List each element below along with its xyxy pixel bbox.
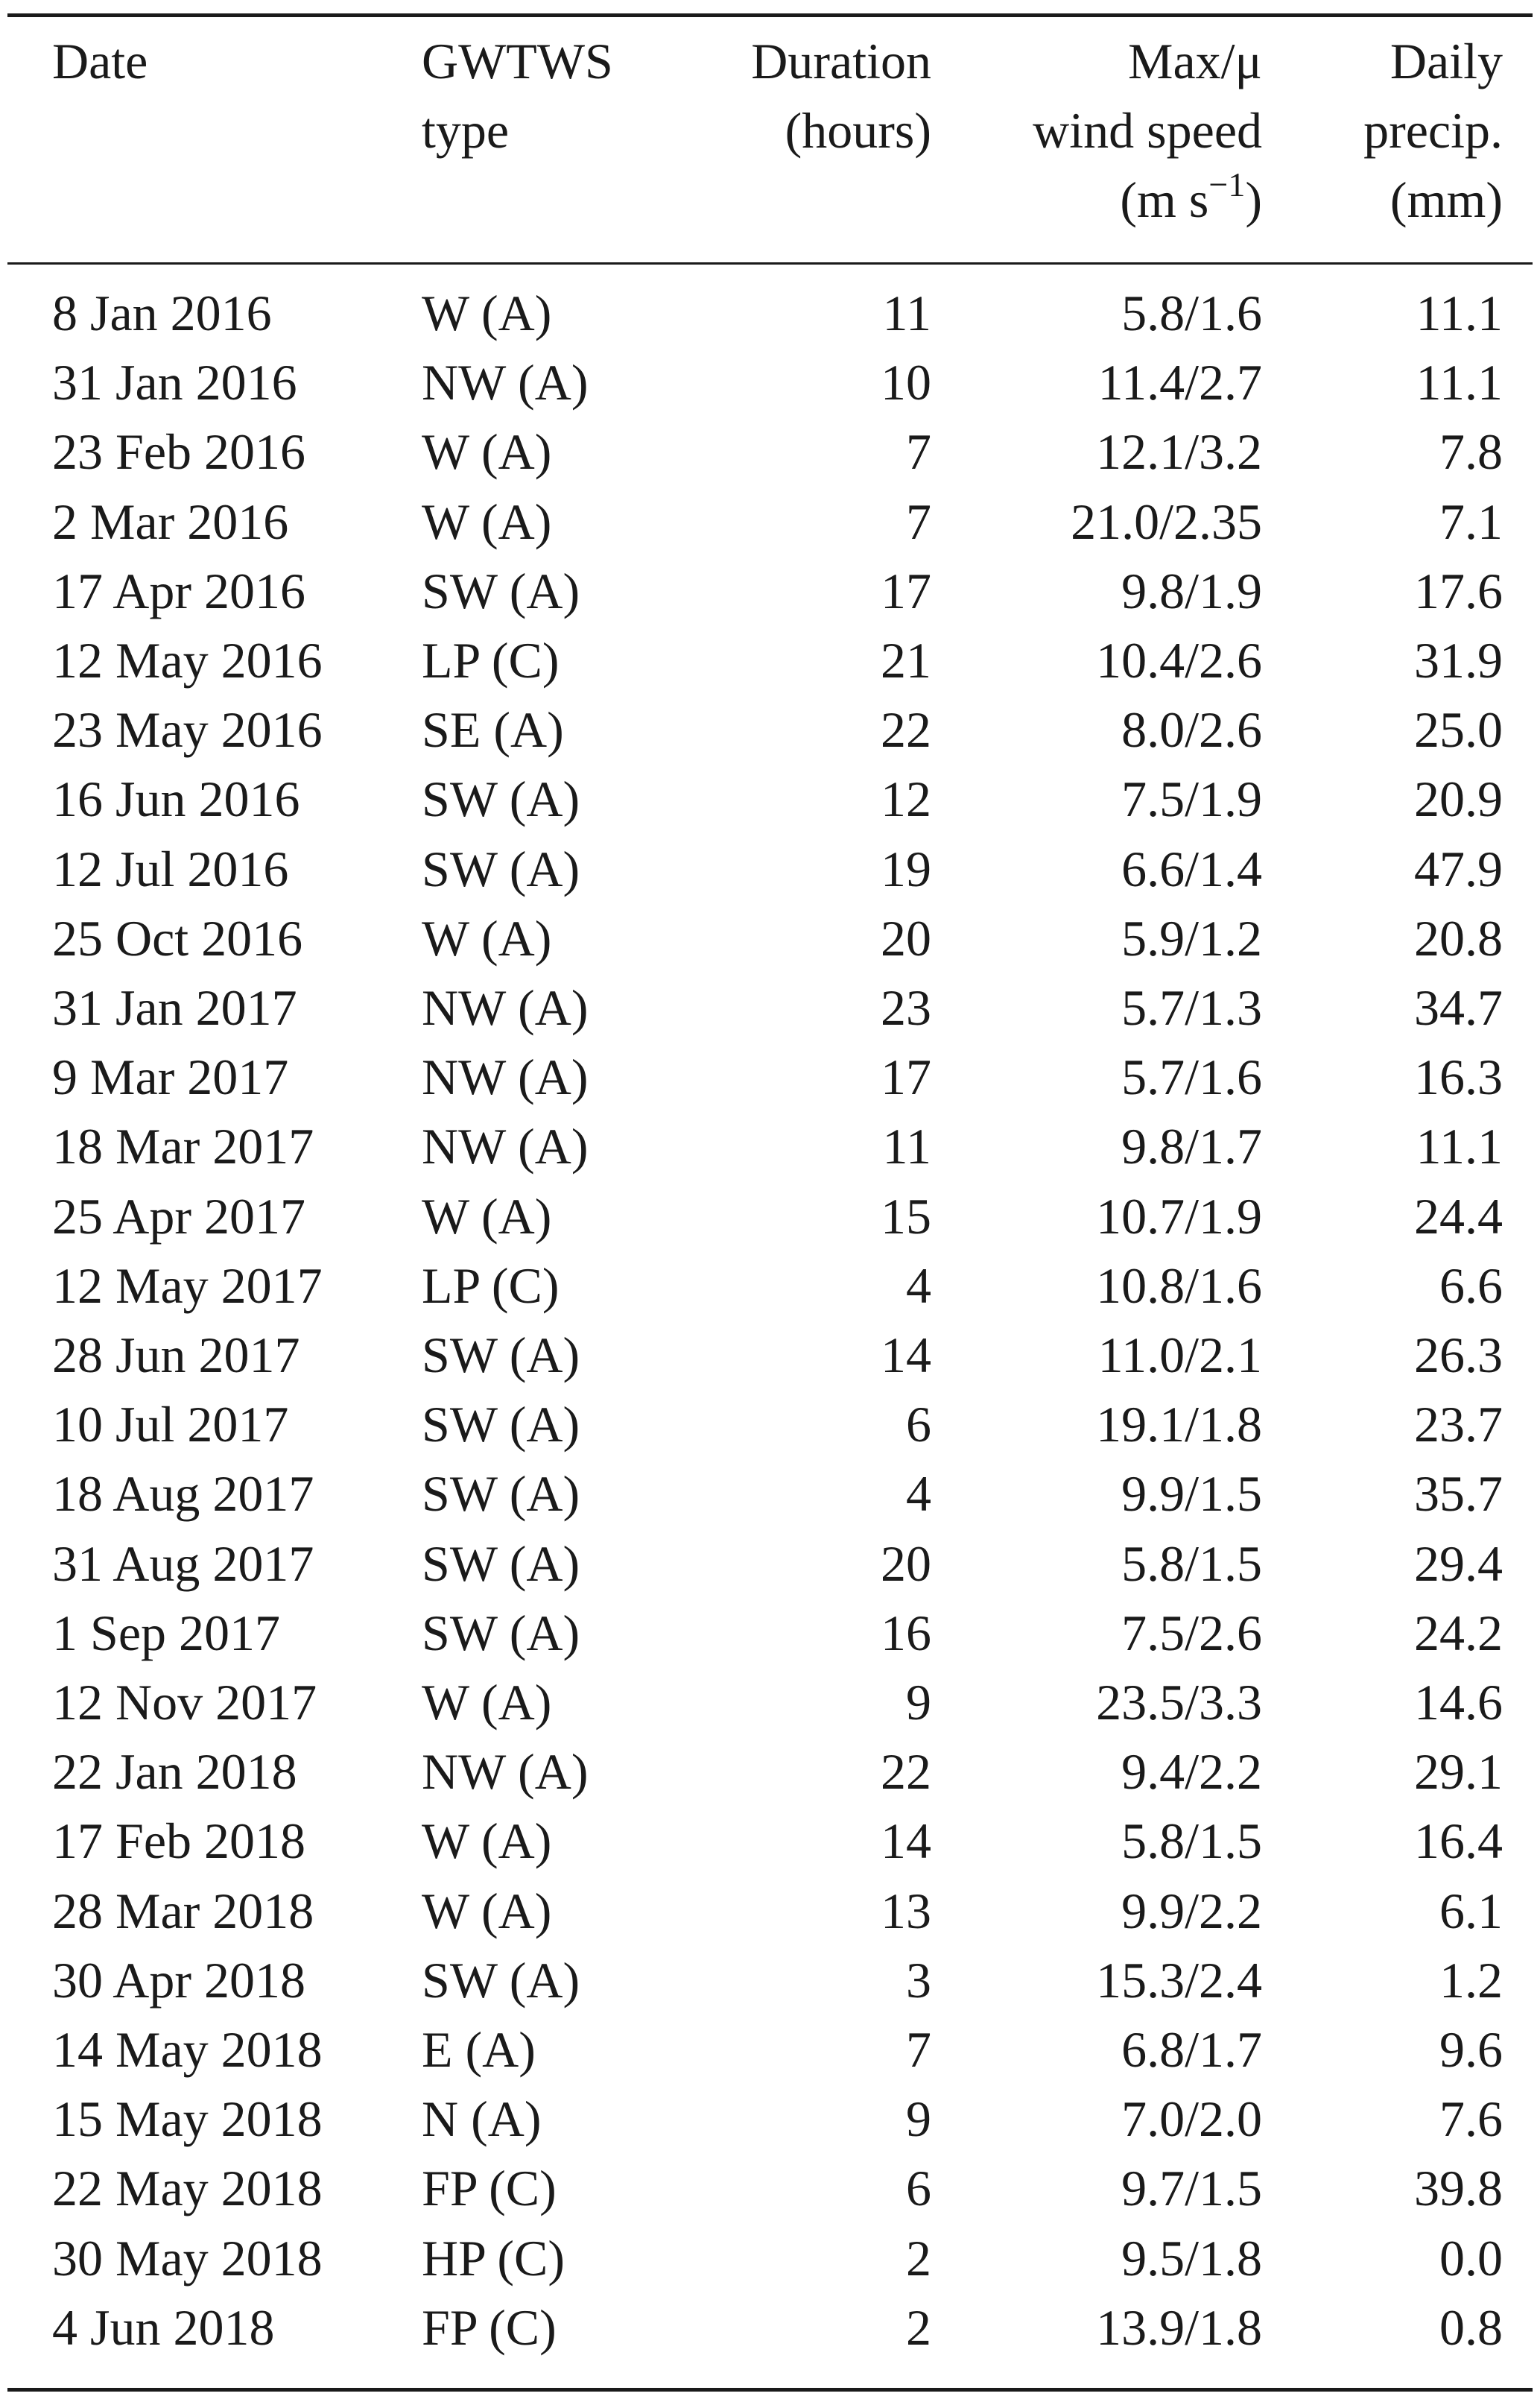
cell-date: 30 Apr 2018: [52, 1951, 305, 2009]
cell-wind-speed: 10.4/2.6: [1096, 632, 1262, 689]
cell-daily-precip: 24.4: [1414, 1187, 1503, 1245]
cell-gwtws-type: W (A): [422, 1674, 552, 1731]
table-body: [7, 279, 1533, 2363]
cell-gwtws-type: FP (C): [422, 2298, 557, 2356]
cell-date: 10 Jul 2017: [52, 1396, 289, 1453]
cell-duration: 11: [882, 1118, 931, 1175]
cell-daily-precip: 0.0: [1439, 2229, 1503, 2287]
cell-duration: 14: [881, 1813, 931, 1870]
cell-date: 30 May 2018: [52, 2229, 323, 2287]
cell-date: 23 May 2016: [52, 701, 323, 759]
cell-wind-speed: 12.1/3.2: [1096, 423, 1262, 481]
table-row: [7, 417, 1533, 487]
cell-daily-precip: 29.1: [1414, 1743, 1503, 1801]
cell-wind-speed: 5.9/1.2: [1121, 909, 1262, 967]
cell-wind-speed: 9.8/1.9: [1121, 562, 1262, 619]
cell-duration: 10: [881, 354, 931, 411]
cell-gwtws-type: SW (A): [422, 1535, 580, 1592]
cell-wind-speed: 21.0/2.35: [1071, 493, 1262, 550]
cell-gwtws-type: SW (A): [422, 840, 580, 897]
cell-duration: 9: [906, 1674, 931, 1731]
cell-duration: 16: [881, 1604, 931, 1661]
cell-date: 22 May 2018: [52, 2160, 323, 2217]
cell-duration: 17: [881, 562, 931, 619]
cell-duration: 4: [906, 1257, 931, 1314]
cell-duration: 15: [881, 1187, 931, 1245]
cell-daily-precip: 7.6: [1439, 2090, 1503, 2148]
table-row: [7, 695, 1533, 765]
cell-date: 17 Apr 2016: [52, 562, 305, 619]
table-row: [7, 1459, 1533, 1529]
cell-duration: 9: [906, 2090, 931, 2148]
cell-wind-speed: 6.6/1.4: [1121, 840, 1262, 897]
cell-wind-speed: 5.8/1.6: [1121, 285, 1262, 341]
cell-date: 12 May 2017: [52, 1257, 323, 1314]
table-row: [7, 973, 1533, 1043]
cell-duration: 22: [881, 701, 931, 759]
header-daily-precip: Daily precip. (mm): [1363, 33, 1503, 228]
cell-gwtws-type: HP (C): [422, 2229, 565, 2287]
cell-daily-precip: 14.6: [1414, 1674, 1503, 1731]
header-wind-speed: Max/μ wind speed (m $s^{-1}$): [1033, 33, 1262, 228]
header-gwtws-type: GWTWS type: [422, 33, 613, 159]
cell-daily-precip: 20.9: [1414, 771, 1503, 828]
cell-daily-precip: 7.1: [1439, 493, 1503, 550]
cell-daily-precip: 0.8: [1439, 2298, 1503, 2356]
cell-gwtws-type: SW (A): [422, 1327, 580, 1384]
cell-daily-precip: 29.4: [1414, 1535, 1503, 1592]
cell-gwtws-type: SW (A): [422, 1951, 580, 2009]
cell-gwtws-type: NW (A): [422, 1049, 589, 1106]
cell-gwtws-type: SW (A): [422, 1604, 580, 1661]
table-row: [7, 2293, 1533, 2363]
cell-gwtws-type: NW (A): [422, 1743, 589, 1801]
cell-date: 2 Mar 2016: [52, 493, 289, 550]
cell-gwtws-type: SW (A): [422, 771, 580, 828]
cell-gwtws-type: N (A): [422, 2090, 542, 2148]
cell-daily-precip: 11.1: [1416, 1118, 1503, 1175]
cell-daily-precip: 24.2: [1414, 1604, 1503, 1661]
table-row: [7, 1112, 1533, 1181]
cell-date: 25 Oct 2016: [52, 909, 303, 967]
cell-duration: 11: [882, 285, 931, 341]
cell-daily-precip: 1.2: [1439, 1951, 1503, 2009]
table-row: [7, 2224, 1533, 2293]
cell-wind-speed: 9.9/2.2: [1121, 1882, 1262, 1939]
cell-duration: 21: [881, 632, 931, 689]
cell-date: 9 Mar 2017: [52, 1049, 289, 1106]
table-row: [7, 2015, 1533, 2085]
cell-duration: 22: [881, 1743, 931, 1801]
cell-duration: 7: [906, 493, 931, 550]
table-row: [7, 2085, 1533, 2154]
cell-date: 18 Mar 2017: [52, 1118, 314, 1175]
table-row: [7, 348, 1533, 417]
cell-gwtws-type: W (A): [422, 493, 552, 550]
cell-date: 28 Jun 2017: [52, 1327, 300, 1384]
cell-daily-precip: 6.6: [1439, 1257, 1503, 1314]
cell-daily-precip: 17.6: [1414, 562, 1503, 619]
cell-gwtws-type: W (A): [422, 909, 552, 967]
cell-duration: 17: [881, 1049, 931, 1106]
cell-daily-precip: 47.9: [1414, 840, 1503, 897]
cell-duration: 14: [881, 1327, 931, 1384]
cell-daily-precip: 11.1: [1416, 285, 1503, 341]
cell-date: 14 May 2018: [52, 2021, 323, 2079]
cell-wind-speed: 7.5/2.6: [1121, 1604, 1262, 1661]
table-row: [7, 765, 1533, 834]
table-row: [7, 626, 1533, 695]
table-row: [7, 1668, 1533, 1737]
cell-duration: 19: [881, 840, 931, 897]
table-header: [7, 27, 1533, 235]
cell-wind-speed: 9.7/1.5: [1121, 2160, 1262, 2217]
cell-daily-precip: 20.8: [1414, 909, 1503, 967]
cell-wind-speed: 9.8/1.7: [1121, 1118, 1262, 1175]
cell-daily-precip: 39.8: [1414, 2160, 1503, 2217]
table-row: [7, 487, 1533, 557]
cell-wind-speed: 11.4/2.7: [1097, 354, 1262, 411]
cell-date: 31 Jan 2017: [52, 979, 297, 1037]
cell-gwtws-type: LP (C): [422, 1257, 560, 1314]
table-row: [7, 1182, 1533, 1251]
cell-wind-speed: 7.0/2.0: [1121, 2090, 1262, 2148]
cell-date: 16 Jun 2016: [52, 771, 300, 828]
cell-duration: 6: [906, 2160, 931, 2217]
cell-daily-precip: 35.7: [1414, 1465, 1503, 1523]
cell-gwtws-type: NW (A): [422, 1118, 589, 1175]
table-row: [7, 1043, 1533, 1112]
cell-gwtws-type: W (A): [422, 1187, 552, 1245]
cell-duration: 4: [906, 1465, 931, 1523]
cell-date: 17 Feb 2018: [52, 1813, 305, 1870]
cell-date: 15 May 2018: [52, 2090, 323, 2148]
cell-daily-precip: 7.8: [1439, 423, 1503, 481]
cell-wind-speed: 5.8/1.5: [1121, 1535, 1262, 1592]
cell-date: 8 Jan 2016: [52, 285, 272, 341]
cell-duration: 13: [881, 1882, 931, 1939]
table-row: [7, 2154, 1533, 2223]
cell-wind-speed: 9.9/1.5: [1121, 1465, 1262, 1523]
cell-gwtws-type: W (A): [422, 1882, 552, 1939]
cell-duration: 12: [881, 771, 931, 828]
cell-wind-speed: 10.8/1.6: [1096, 1257, 1262, 1314]
cell-wind-speed: 11.0/2.1: [1097, 1327, 1262, 1384]
cell-gwtws-type: FP (C): [422, 2160, 557, 2217]
cell-wind-speed: 15.3/2.4: [1096, 1951, 1262, 2009]
cell-duration: 2: [906, 2298, 931, 2356]
cell-wind-speed: 19.1/1.8: [1096, 1396, 1262, 1453]
table-row: [7, 279, 1533, 348]
table-row: [7, 557, 1533, 626]
table-row: [7, 1529, 1533, 1599]
cell-wind-speed: 9.4/2.2: [1121, 1743, 1262, 1801]
cell-gwtws-type: SE (A): [422, 701, 564, 759]
cell-date: 18 Aug 2017: [52, 1465, 314, 1523]
table-row: [7, 835, 1533, 904]
header-duration: Duration (hours): [751, 33, 931, 159]
cell-wind-speed: 7.5/1.9: [1121, 771, 1262, 828]
table-row: [7, 1390, 1533, 1459]
cell-daily-precip: 23.7: [1414, 1396, 1503, 1453]
cell-date: 31 Jan 2016: [52, 354, 297, 411]
table-row: [7, 1737, 1533, 1807]
cell-date: 25 Apr 2017: [52, 1187, 305, 1245]
cell-duration: 2: [906, 2229, 931, 2287]
cell-date: 1 Sep 2017: [52, 1604, 280, 1661]
cell-daily-precip: 6.1: [1439, 1882, 1503, 1939]
cell-wind-speed: 8.0/2.6: [1121, 701, 1262, 759]
cell-wind-speed: 5.7/1.6: [1121, 1049, 1262, 1106]
cell-gwtws-type: E (A): [422, 2021, 536, 2079]
cell-daily-precip: 16.3: [1414, 1049, 1503, 1106]
table-row: [7, 1946, 1533, 2015]
cell-gwtws-type: SW (A): [422, 1396, 580, 1453]
cell-gwtws-type: SW (A): [422, 1465, 580, 1523]
cell-gwtws-type: NW (A): [422, 979, 589, 1037]
table-header-rule: [7, 262, 1533, 265]
cell-gwtws-type: LP (C): [422, 632, 560, 689]
cell-daily-precip: 25.0: [1414, 701, 1503, 759]
cell-date: 12 Nov 2017: [52, 1674, 317, 1731]
cell-wind-speed: 10.7/1.9: [1096, 1187, 1262, 1245]
cell-wind-speed: 5.7/1.3: [1121, 979, 1262, 1037]
cell-duration: 20: [881, 1535, 931, 1592]
table-bottom-rule: [7, 2388, 1533, 2392]
cell-date: 4 Jun 2018: [52, 2298, 275, 2356]
cell-date: 22 Jan 2018: [52, 1743, 297, 1801]
cell-wind-speed: 6.8/1.7: [1121, 2021, 1262, 2079]
cell-duration: 6: [906, 1396, 931, 1453]
table-row: [7, 1807, 1533, 1876]
cell-gwtws-type: W (A): [422, 423, 552, 481]
header-date: Date: [52, 33, 148, 89]
cell-daily-precip: 16.4: [1414, 1813, 1503, 1870]
table-row: [7, 1877, 1533, 1946]
cell-gwtws-type: W (A): [422, 285, 552, 341]
cell-wind-speed: 5.8/1.5: [1121, 1813, 1262, 1870]
cell-wind-speed: 13.9/1.8: [1096, 2298, 1262, 2356]
cell-wind-speed: 23.5/3.3: [1096, 1674, 1262, 1731]
cell-duration: 7: [906, 423, 931, 481]
table-row: [7, 1599, 1533, 1668]
cell-wind-speed: 9.5/1.8: [1121, 2229, 1262, 2287]
cell-date: 31 Aug 2017: [52, 1535, 314, 1592]
cell-gwtws-type: SW (A): [422, 562, 580, 619]
cell-date: 12 Jul 2016: [52, 840, 289, 897]
cell-daily-precip: 11.1: [1416, 354, 1503, 411]
cell-date: 12 May 2016: [52, 632, 323, 689]
cell-duration: 20: [881, 909, 931, 967]
cell-date: 28 Mar 2018: [52, 1882, 314, 1939]
cell-daily-precip: 26.3: [1414, 1327, 1503, 1384]
cell-duration: 23: [881, 979, 931, 1037]
cell-gwtws-type: NW (A): [422, 354, 589, 411]
table-row: [7, 1321, 1533, 1390]
cell-daily-precip: 34.7: [1414, 979, 1503, 1037]
table-top-rule: [7, 13, 1533, 17]
cell-duration: 3: [906, 1951, 931, 2009]
cell-duration: 7: [906, 2021, 931, 2079]
table-row: [7, 904, 1533, 973]
cell-gwtws-type: W (A): [422, 1813, 552, 1870]
cell-daily-precip: 9.6: [1439, 2021, 1503, 2079]
cell-daily-precip: 31.9: [1414, 632, 1503, 689]
cell-date: 23 Feb 2016: [52, 423, 305, 481]
table-row: [7, 1251, 1533, 1321]
